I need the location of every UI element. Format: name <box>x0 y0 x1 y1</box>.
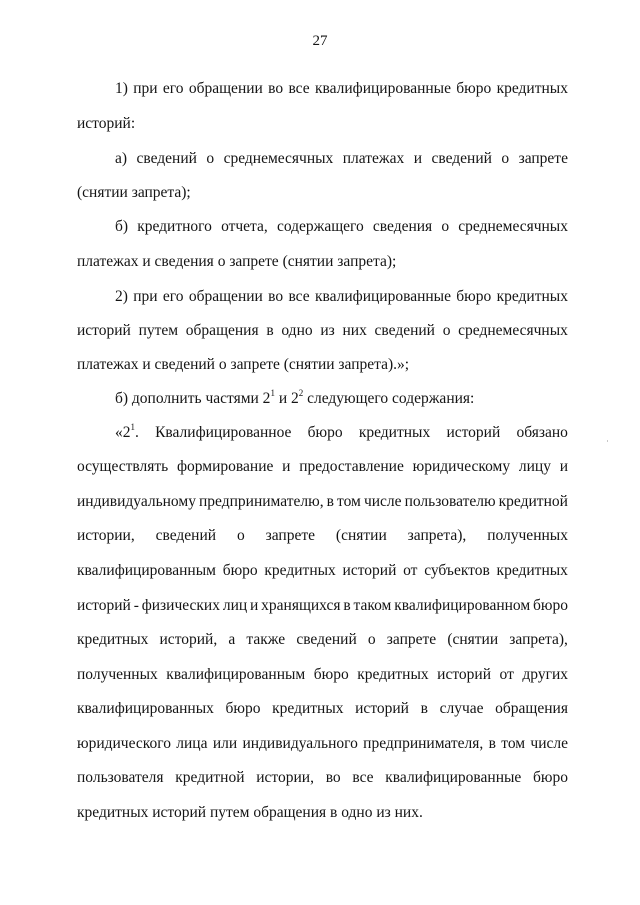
word: при <box>133 288 158 305</box>
word: от <box>403 562 418 579</box>
word: юридического <box>77 735 171 752</box>
word: квалифицированные <box>314 80 451 97</box>
word: кредитных <box>264 562 336 579</box>
word: от <box>499 666 514 683</box>
word: в <box>343 597 351 614</box>
word: квалифицированным <box>166 666 306 683</box>
word: сведений <box>296 631 357 648</box>
word: его <box>162 288 184 305</box>
word: квалифицированном <box>394 597 531 614</box>
page-number: 27 <box>312 33 328 49</box>
word: запрета), <box>509 631 568 648</box>
word: платежах <box>342 150 405 167</box>
word: сведений <box>155 527 217 544</box>
word: полученных <box>487 527 568 544</box>
word: пользователю <box>404 493 496 510</box>
word: случае <box>439 700 484 717</box>
text-line: историй: <box>77 115 136 132</box>
text-fragment: и 2 <box>274 390 299 407</box>
word: при <box>133 80 158 97</box>
word: среднемесячных <box>458 322 568 339</box>
word: одно <box>281 322 313 339</box>
word: обязано <box>516 424 568 441</box>
word: субъектов <box>424 562 490 579</box>
word: кредитной <box>175 769 245 786</box>
text-line: (снятии запрета); <box>77 184 191 201</box>
word: сведений <box>136 150 197 167</box>
word: (снятии <box>335 527 387 544</box>
text-line <box>77 631 568 649</box>
word: о <box>236 527 245 544</box>
scan-speck <box>607 440 608 442</box>
clause-number: «$2^1$. <box>115 421 139 441</box>
word: истории, <box>77 527 135 544</box>
word: таком <box>353 597 392 614</box>
word: предпринимателя, <box>363 735 484 752</box>
word: содержащего <box>276 218 364 235</box>
word: 1) <box>115 80 128 97</box>
word: кредитного <box>137 218 212 235</box>
word: сведений <box>374 322 435 339</box>
word: кредитных <box>357 666 429 683</box>
text-line <box>77 597 568 615</box>
text-line <box>77 700 568 718</box>
word: - <box>133 597 139 614</box>
word: бюро <box>313 666 349 683</box>
word: предпринимателю, <box>199 493 324 510</box>
word: хранящихся <box>261 597 341 614</box>
word: 2) <box>115 288 128 305</box>
word: все <box>352 769 374 786</box>
word: кредитных <box>496 80 568 97</box>
text-line: платежах и сведения о запрете (снятии запрета); <box>77 253 397 270</box>
word: историй <box>77 597 131 614</box>
word: лиц <box>222 597 248 614</box>
word: запрете <box>386 631 437 648</box>
word: во <box>268 288 284 305</box>
word: историй <box>342 562 397 579</box>
word: историй <box>446 424 501 441</box>
word: все <box>288 288 310 305</box>
word: том <box>337 493 361 510</box>
word: том <box>501 735 526 752</box>
word: бюро <box>456 288 492 305</box>
word: полученных <box>77 666 158 683</box>
word: Квалифицированное <box>155 424 292 441</box>
word: физических <box>141 597 220 614</box>
word: других <box>522 666 568 683</box>
word: кредитной <box>498 493 568 510</box>
word: все <box>288 80 310 97</box>
word: о <box>442 322 451 339</box>
word: кредитных <box>496 288 568 305</box>
word: числе <box>530 735 568 752</box>
text-line <box>77 735 568 753</box>
word: индивидуального <box>242 735 358 752</box>
word: во <box>325 769 341 786</box>
text-line <box>77 322 568 340</box>
word: сведений <box>431 150 492 167</box>
word: лица <box>176 735 208 752</box>
word: обращении <box>188 288 263 305</box>
word: квалифицированные <box>314 288 451 305</box>
word: бюро <box>307 424 343 441</box>
word: о <box>501 150 510 167</box>
word: во <box>268 80 284 97</box>
word: о <box>206 150 215 167</box>
word: среднемесячных <box>458 218 568 235</box>
text-fragment: следующего содержания: <box>303 390 475 407</box>
word: путем <box>138 322 179 339</box>
word: них <box>342 322 367 339</box>
word: квалифицированным <box>77 562 216 579</box>
word: формирование <box>177 458 274 475</box>
text-line <box>115 387 475 408</box>
word: а <box>228 631 236 648</box>
text-line: кредитных историй путем обращения в одно из них. <box>77 804 423 821</box>
superscript: 1 <box>270 387 275 398</box>
word: историй <box>437 666 492 683</box>
text-line <box>77 527 568 545</box>
word: предоставление <box>299 458 404 475</box>
word: пользователя <box>77 769 164 786</box>
word: историй, <box>159 631 218 648</box>
word: обращения <box>495 700 568 717</box>
word: бюро <box>456 80 492 97</box>
word: среднемесячных <box>223 150 334 167</box>
word: осуществлять <box>77 458 169 475</box>
word: юридическому <box>412 458 511 475</box>
text-line <box>115 80 568 98</box>
word: а) <box>115 150 128 167</box>
text-line <box>115 288 568 306</box>
word: запрета), <box>407 527 467 544</box>
word: сведения <box>372 218 433 235</box>
word: обращения <box>185 322 259 339</box>
word: лицу <box>518 458 551 475</box>
text-line <box>77 666 568 684</box>
text-line <box>77 493 568 511</box>
word: запрете <box>265 527 316 544</box>
word: бюро <box>533 597 568 614</box>
word: и <box>282 458 291 475</box>
text-line <box>115 218 568 236</box>
word: индивидуальному <box>77 493 196 510</box>
word: бюро <box>225 700 261 717</box>
word: истории, <box>256 769 314 786</box>
text-fragment: б) дополнить частями 2 <box>115 390 271 407</box>
word: бюро <box>222 562 258 579</box>
word: б) <box>115 218 129 235</box>
word: также <box>246 631 286 648</box>
text-line <box>77 458 568 476</box>
word: и <box>413 150 423 167</box>
word: кредитных <box>272 700 344 717</box>
superscript: 1 <box>130 421 135 432</box>
word: о <box>367 631 376 648</box>
word: историй <box>355 700 409 717</box>
text-line <box>77 769 568 787</box>
word: кредитных <box>358 424 431 441</box>
word: или <box>212 735 238 752</box>
word: бюро <box>533 769 568 786</box>
word: кредитных <box>496 562 568 579</box>
word: о <box>441 218 450 235</box>
superscript: 2 <box>298 387 304 398</box>
text-line <box>77 562 568 580</box>
word: в <box>488 735 496 752</box>
word: обращении <box>188 80 263 97</box>
text-line: платежах и сведений о запрете (снятии запрета).»; <box>77 356 410 373</box>
word: отчета, <box>221 218 268 235</box>
word: из <box>320 322 335 339</box>
word: квалифицированных <box>77 700 214 717</box>
word: в <box>266 322 274 339</box>
text-line <box>115 150 568 168</box>
word: числе <box>363 493 402 510</box>
word: в <box>420 700 428 717</box>
word: и <box>250 597 259 614</box>
word: квалифицированные <box>385 769 522 786</box>
word: историй <box>77 322 131 339</box>
word: (снятии <box>447 631 499 648</box>
text-line <box>115 421 568 442</box>
word: запрете <box>518 150 568 167</box>
word: и <box>559 458 568 475</box>
word: кредитных <box>77 631 149 648</box>
word: в <box>326 493 334 510</box>
word: его <box>162 80 184 97</box>
